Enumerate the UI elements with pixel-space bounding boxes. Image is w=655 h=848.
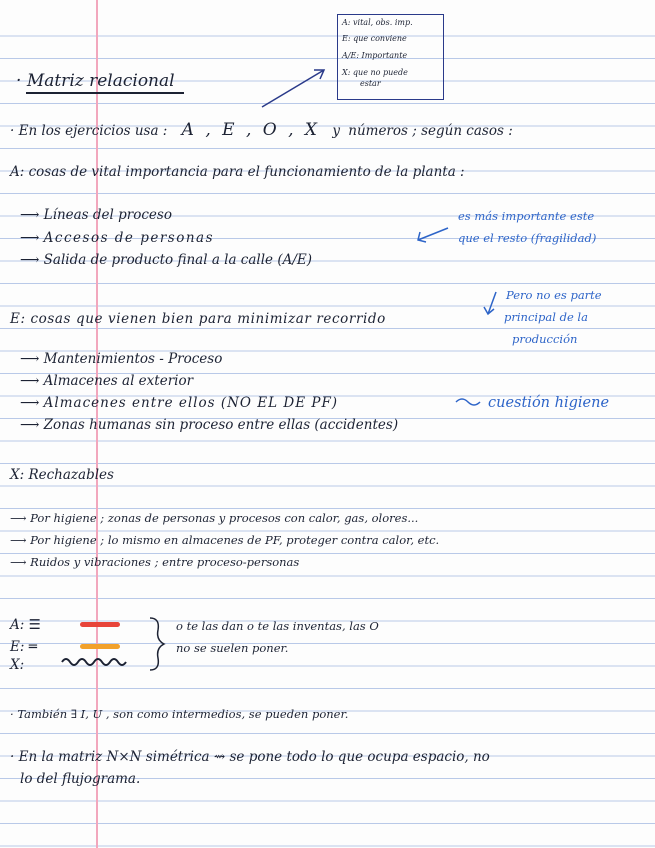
note-matriz-1: · En la matriz N×N simétrica ⇝ se pone todo lo que ocupa espacio, no [10,749,490,765]
section-a-note-2: que el resto (fragilidad) [458,231,597,245]
page-title: · Matriz relacional [16,71,175,91]
section-a-note-1: es más importante este [458,209,595,223]
key-note-1: o te las dan o te las inventas, las O [176,619,379,633]
key-a-red-bar [80,622,120,627]
key-a-label: A: ☰ [10,617,41,633]
section-a-heading: A: cosas de vital importancia para el funcionamiento de la planta : [10,164,465,180]
key-e-orange-bar [80,644,120,649]
note-arrow-a [418,228,448,240]
section-x-item-1: ⟶ Por higiene ; zonas de personas y procesos con calor, gas, olores... [10,511,419,525]
section-e-item-4: ⟶ Zonas humanas sin proceso entre ellas (accidentes) [20,417,399,433]
section-e-note-3: producción [512,332,578,346]
key-e-label: E: ═ [10,639,37,655]
legend-a: A: vital, obs. imp. [342,18,413,27]
legend-ae: A/E: Importante [342,51,408,60]
legend-x-cont: estar [360,79,381,88]
note-matriz-2: lo del flujograma. [20,771,141,787]
legend-x: X: que no puede [342,68,408,77]
intro-line: · En los ejercicios usa : A , E , O , X y números ; según casos : [10,120,513,140]
section-x-item-2: ⟶ Por higiene ; lo mismo en almacenes de PF, proteger contra calor, etc. [10,533,440,547]
key-note-2: no se suelen poner. [176,641,289,655]
section-a-item-1: ⟶ Líneas del proceso [20,207,172,223]
section-x-heading: X: Rechazables [10,467,114,483]
section-a-item-3: ⟶ Salida de producto final a la calle (A/E) [20,252,313,268]
squiggle-arrow-icon [456,399,480,405]
section-e-item-2: ⟶ Almacenes al exterior [20,373,194,389]
section-e-note-2: principal de la [504,310,588,324]
title-underline [26,92,184,94]
section-x-item-3: ⟶ Ruidos y vibraciones ; entre proceso-personas [10,555,300,569]
section-a-item-2: ⟶ Accesos de personas [20,230,215,246]
section-e-side-note: cuestión higiene [488,395,610,411]
section-e-item-3: ⟶ Almacenes entre ellos (NO EL DE PF) [20,395,339,411]
legend-pointer-arrow [262,70,324,107]
legend-e: E: que conviene [342,34,407,43]
note-tambien: · También ∃ I, U , son como intermedios, se pueden poner. [10,707,349,721]
section-e-note-1: Pero no es parte [506,288,602,302]
key-x-label: X: [10,657,25,673]
section-e-heading: E: cosas que vienen bien para minimizar recorrido [10,311,386,327]
section-e-item-1: ⟶ Mantenimientos - Proceso [20,351,223,367]
x-wavy-line [62,659,126,665]
curly-brace-icon [150,618,164,670]
